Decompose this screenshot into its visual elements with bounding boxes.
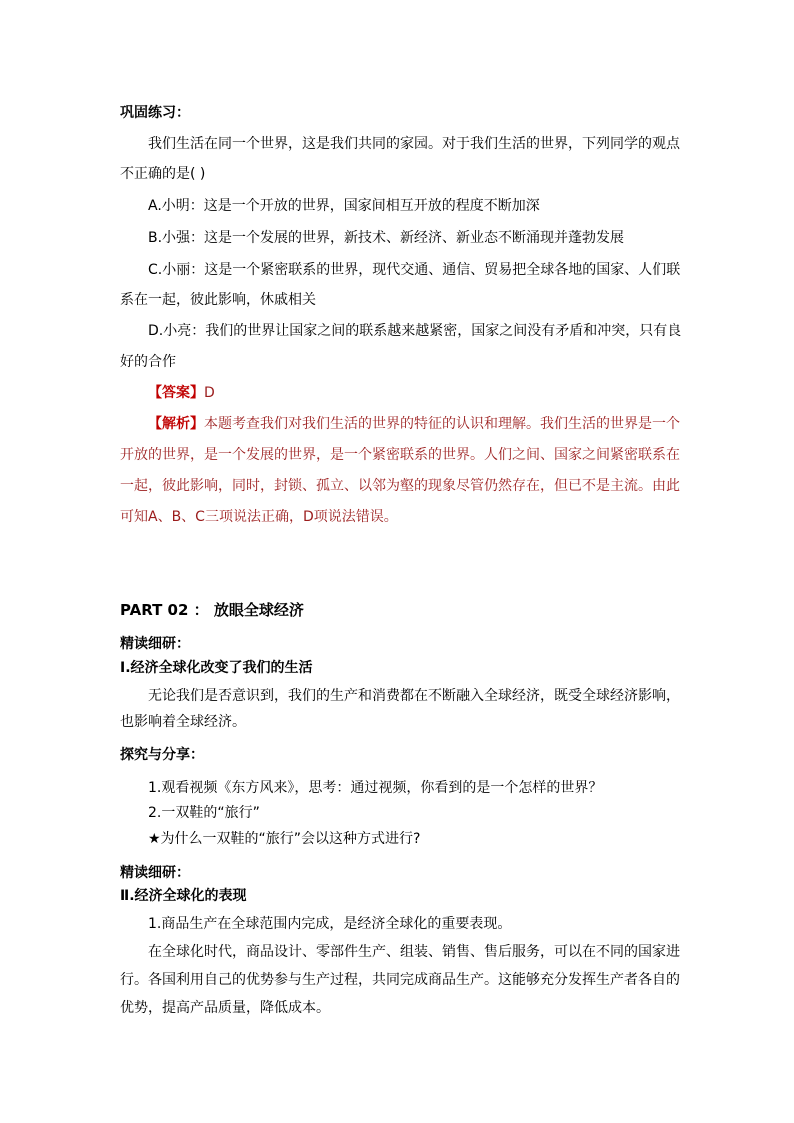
analysis-line2: 开放的世界，是一个发展的世界，是一个紧密联系的世界。人们之间、国家之间紧密联系在 [120, 447, 680, 463]
answer-value: D [204, 385, 215, 401]
section1-text-line2: 也影响着全球经济。 [120, 714, 246, 730]
option-d-line2: 好的合作 [120, 354, 176, 370]
analysis-text-line1: 本题考查我们对我们生活的世界的特征的认识和理解。我们生活的世界是一个 [204, 416, 680, 432]
option-b: B.小强：这是一个发展的世界，新技术、新经济、新业态不断涌现并蓬勃发展 [148, 230, 625, 246]
option-a: A.小明：这是一个开放的世界，国家间相互开放的程度不断加深 [148, 198, 540, 214]
practice-heading: 巩固练习： [120, 105, 190, 121]
analysis-line4: 可知A、B、C三项说法正确，D项说法错误。 [120, 509, 398, 525]
explore-item-2: 2.一双鞋的“旅行” [148, 805, 260, 821]
question-text-line1: 我们生活在同一个世界，这是我们共同的家园。对于我们生活的世界，下列同学的观点 [148, 136, 680, 152]
section2-point-1: 1.商品生产在全球范围内完成，是经济全球化的重要表现。 [148, 916, 512, 932]
section2-text-line3: 优势，提高产品质量，降低成本。 [120, 1000, 330, 1016]
analysis-tag: 【解析】 [148, 416, 204, 432]
explore-item-3: ★为什么一双鞋的“旅行”会以这种方式进行? [148, 831, 421, 847]
question-text-line2: 不正确的是( ) [120, 166, 206, 182]
answer-line [148, 383, 215, 403]
option-d-line1: D.小亮：我们的世界让国家之间的联系越来越紧密，国家之间没有矛盾和冲突，只有良 [148, 323, 682, 339]
section-title-1: Ⅰ.经济全球化改变了我们的生活 [120, 660, 313, 676]
option-c-line2: 系在一起，彼此影响，休戚相关 [120, 292, 316, 308]
explore-item-1: 1.观看视频《东方风来》，思考：通过视频，你看到的是一个怎样的世界？ [148, 780, 603, 796]
analysis-line3: 一起，彼此影响，同时，封锁、孤立、以邻为壑的现象尽管仍然存在，但已不是主流。由此 [120, 478, 680, 494]
section2-text-line1: 在全球化时代，商品设计、零部件生产、组装、销售、售后服务，可以在不同的国家进 [148, 944, 680, 960]
explore-heading: 探究与分享： [120, 747, 204, 763]
part-title: PART 02 ： 放眼全球经济 [120, 601, 304, 619]
study-heading-2: 精读细研： [120, 865, 190, 881]
answer-tag: 【答案】 [148, 385, 204, 401]
study-heading-1: 精读细研： [120, 636, 190, 652]
section-title-2: Ⅱ.经济全球化的表现 [120, 888, 247, 904]
option-c-line1: C.小丽：这是一个紧密联系的世界，现代交通、通信、贸易把全球各地的国家、人们联 [148, 262, 681, 278]
section1-text-line1: 无论我们是否意识到，我们的生产和消费都在不断融入全球经济，既受全球经济影响， [148, 688, 680, 704]
section2-text-line2: 行。各国利用自己的优势参与生产过程，共同完成商品生产。这能够充分发挥生产者各自的 [120, 972, 680, 988]
analysis-line1 [148, 414, 680, 434]
